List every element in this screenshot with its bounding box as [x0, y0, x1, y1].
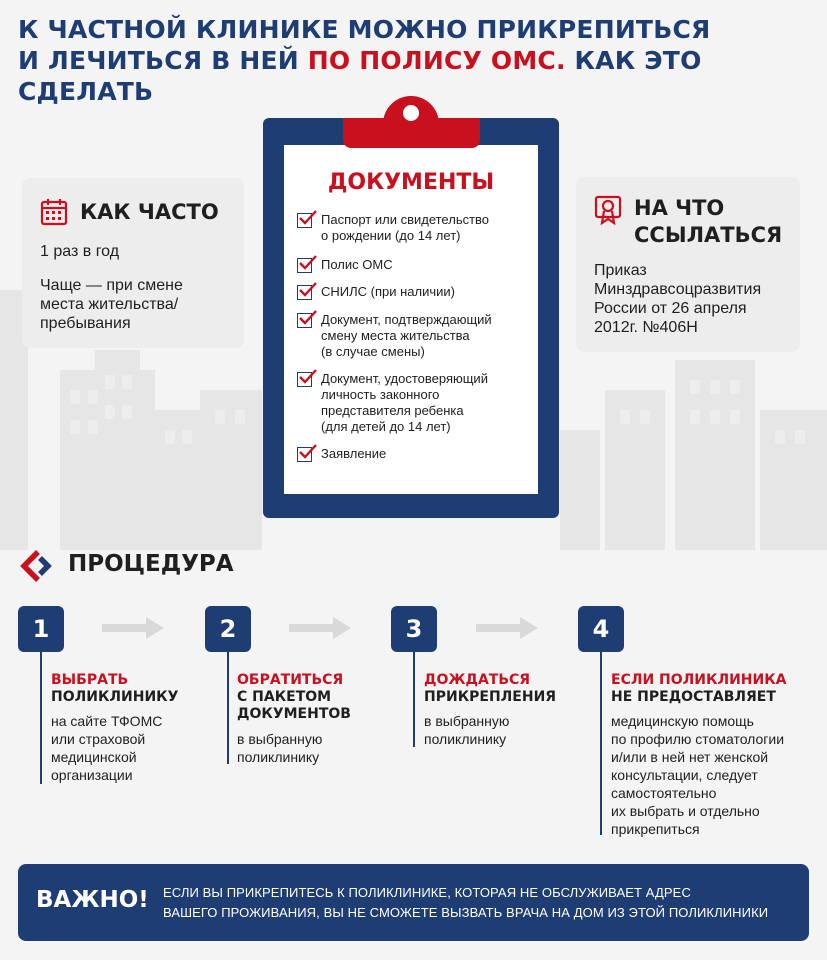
step-4-red: ЕСЛИ ПОЛИКЛИНИКА — [611, 672, 787, 688]
reference-text-line-4: 2012г. №406Н — [594, 319, 698, 336]
step-line-3 — [413, 652, 415, 747]
step-line-1 — [40, 652, 42, 784]
arrow-right-icon — [102, 617, 164, 639]
step-1-text-line: медицинской — [51, 749, 137, 765]
checkbox-icon — [297, 447, 312, 462]
step-4-text-line: по профилю стоматологии — [611, 731, 785, 747]
step-3-text-line: поликлинику — [424, 731, 507, 747]
document-item-text: Документ, удостоверяющий — [321, 371, 488, 386]
important-text-line-2: ВАШЕГО ПРОЖИВАНИЯ, ВЫ НЕ СМОЖЕТЕ ВЫЗВАТЬ ВРАЧА НА ДОМ ИЗ ЭТОЙ ПОЛИКЛИНИКИ — [163, 905, 769, 920]
step-2-text — [237, 730, 322, 766]
step-1-text-line: или страховой — [51, 731, 146, 747]
reference-text — [594, 261, 761, 337]
step-2-text-line: в выбранную — [237, 731, 323, 747]
step-4-text-line: медицинскую помощь — [611, 713, 754, 729]
clipboard-clip — [343, 118, 480, 148]
step-2-red: ОБРАТИТЬСЯ — [237, 672, 344, 688]
step-4-bold: НЕ ПРЕДОСТАВЛЯЕТ — [611, 689, 776, 705]
document-item-text: Паспорт или свидетельство — [321, 212, 490, 227]
step-1-text-line: на сайте ТФОМС — [51, 713, 163, 729]
step-4-text-line: консультации, следует — [611, 767, 758, 783]
clipboard-hole — [403, 105, 419, 121]
step-number-4: 4 — [578, 606, 624, 652]
certificate-icon — [594, 195, 622, 225]
step-4-text-line: и/или в ней нет женской — [611, 749, 769, 765]
page-title — [18, 14, 818, 107]
document-item-text: Полис ОМС — [321, 257, 393, 272]
how-often-text-2 — [40, 276, 183, 333]
step-line-4 — [600, 652, 602, 835]
step-1-text-line: организации — [51, 767, 133, 783]
step-number-3: 3 — [391, 606, 437, 652]
title-line-1: К ЧАСТНОЙ КЛИНИКЕ МОЖНО ПРИКРЕПИТЬСЯ — [18, 15, 711, 44]
checkbox-icon — [297, 213, 312, 228]
arrow-right-icon — [476, 617, 538, 639]
how-often-text-2-line-1: Чаще — при смене — [40, 277, 183, 294]
step-3-red: ДОЖДАТЬСЯ — [424, 672, 531, 688]
step-3-text — [424, 712, 509, 748]
reference-text-line-2: Минздравсоцразвития — [594, 281, 762, 298]
step-2-bold — [237, 689, 351, 723]
how-often-text-1: 1 раз в год — [40, 243, 120, 260]
document-item-text: смену места жительства — [321, 328, 470, 343]
checkbox-icon — [297, 258, 312, 273]
document-item-text: представителя ребенка — [321, 403, 464, 418]
document-item-text: СНИЛС (при наличии) — [321, 284, 456, 299]
step-3-bold: ПРИКРЕПЛЕНИЯ — [424, 689, 557, 705]
step-number-1: 1 — [18, 606, 64, 652]
procedure-chevron-icon — [20, 550, 60, 582]
checkbox-icon — [297, 285, 312, 300]
title-highlight: ПО ПОЛИСУ ОМС. — [307, 46, 566, 75]
step-1-text — [51, 712, 162, 784]
reference-text-line-1: Приказ — [594, 262, 647, 279]
document-item-text: (для детей до 14 лет) — [321, 419, 451, 434]
title-line-2-start: И ЛЕЧИТЬСЯ В НЕЙ — [18, 46, 308, 75]
step-4-text-line: прикрепиться — [611, 821, 700, 837]
checkbox-icon — [297, 372, 312, 387]
documents-title: ДОКУМЕНТЫ — [327, 170, 495, 195]
document-item-text: (в случае смены) — [321, 344, 425, 359]
document-item-text: о рождении (до 14 лет) — [321, 228, 461, 243]
how-often-text-2-line-2: места жительства/ — [40, 296, 179, 313]
step-1-red: ВЫБРАТЬ — [51, 672, 129, 688]
arrow-right-icon — [289, 617, 351, 639]
important-text — [163, 883, 803, 923]
step-2-bold-line: С ПАКЕТОМ — [237, 689, 332, 705]
calendar-icon — [40, 198, 68, 226]
document-item-text: Документ, подтверждающий — [321, 312, 492, 327]
reference-text-line-3: России от 26 апреля — [594, 300, 747, 317]
step-1-bold: ПОЛИКЛИНИКУ — [51, 689, 179, 705]
step-4-text-line: самостоятельно — [611, 785, 717, 801]
important-text-line-1: ЕСЛИ ВЫ ПРИКРЕПИТЕСЬ К ПОЛИКЛИНИКЕ, КОТОРАЯ НЕ ОБСЛУЖИВАЕТ АДРЕС — [163, 885, 691, 900]
reference-title — [634, 195, 782, 249]
reference-title-line-1: НА ЧТО — [634, 196, 725, 220]
step-2-bold-line: ДОКУМЕНТОВ — [237, 706, 351, 722]
how-often-text-2-line-3: пребывания — [40, 315, 131, 332]
step-line-2 — [227, 652, 229, 764]
checkbox-icon — [297, 313, 312, 328]
how-often-title: КАК ЧАСТО — [80, 200, 219, 224]
procedure-title: ПРОЦЕДУРА — [68, 551, 234, 577]
step-3-text-line: в выбранную — [424, 713, 510, 729]
important-label: ВАЖНО! — [36, 887, 149, 913]
document-item-text: личность законного — [321, 387, 440, 402]
step-number-2: 2 — [205, 606, 251, 652]
step-2-text-line: поликлинику — [237, 749, 320, 765]
step-4-text — [611, 712, 784, 838]
document-item-text: Заявление — [321, 446, 387, 461]
reference-title-line-2: ССЫЛАТЬСЯ — [634, 223, 783, 247]
title-line-2-end: КАК ЭТО СДЕЛАТЬ — [18, 46, 702, 106]
step-4-text-line: их выбрать и отдельно — [611, 803, 760, 819]
